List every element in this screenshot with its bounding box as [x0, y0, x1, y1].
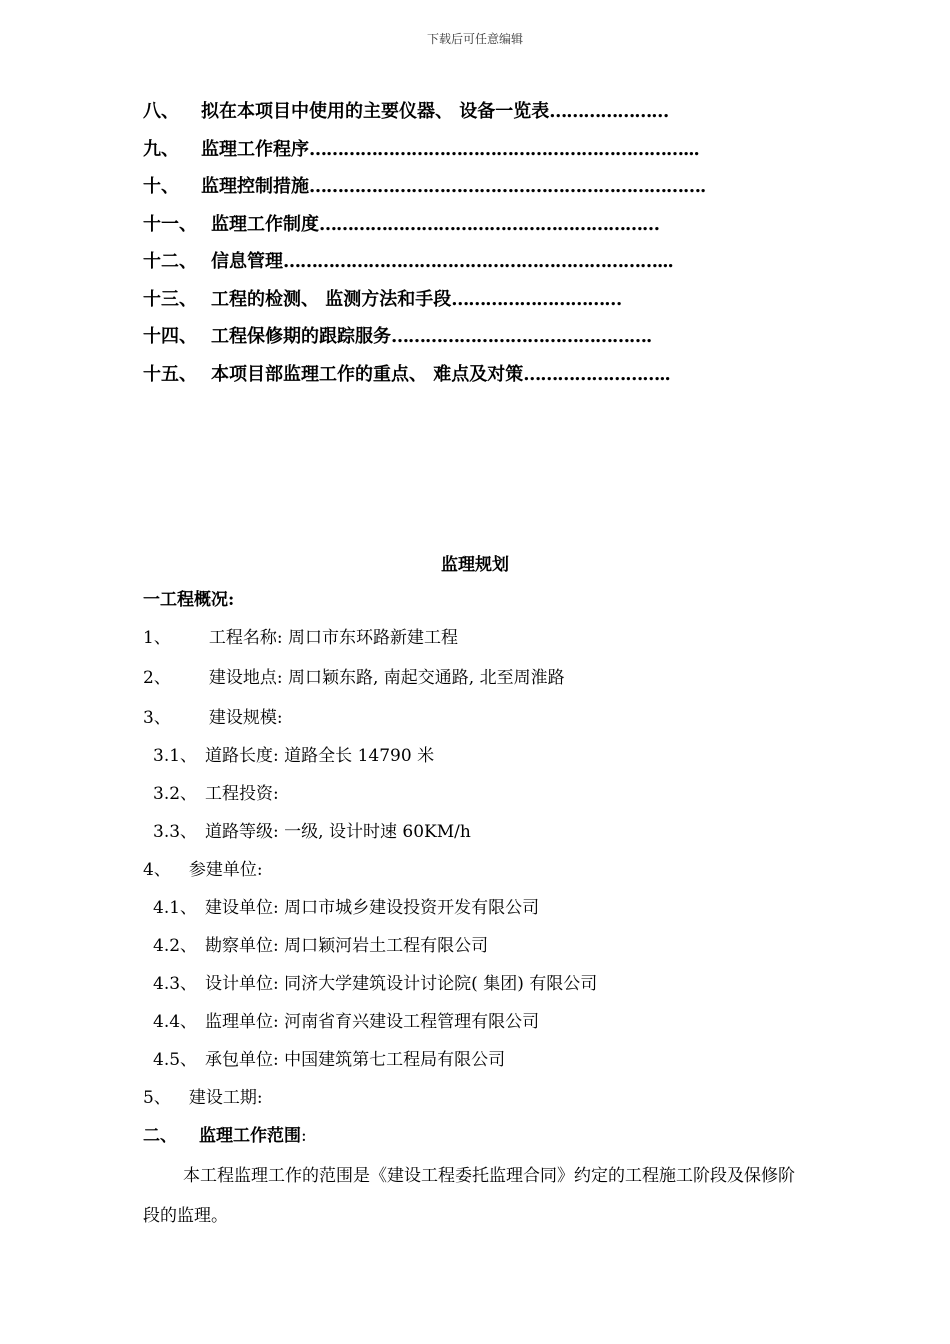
toc-title: 拟在本项目中使用的主要仪器、 设备一览表 [201, 101, 550, 122]
toc-number: 十、 [143, 176, 179, 197]
list-item [143, 896, 823, 920]
page-header: 下载后可任意编辑 [426, 32, 523, 46]
toc-title: 本项目部监理工作的重点、 难点及对策 [211, 363, 524, 385]
toc-leader: ………………… [549, 101, 669, 122]
toc-number: 九、 [143, 138, 179, 160]
toc-number: 十四、 [143, 326, 197, 347]
toc-number: 十三、 [143, 288, 197, 310]
list-item [143, 626, 823, 650]
item-text: 勘察单位: 周口颖河岩土工程有限公司 [205, 936, 489, 956]
list-item [143, 744, 823, 768]
toc-title: 工程保修期的跟踪服务 [211, 326, 391, 347]
toc-leader: …………………………………………………………... [283, 251, 673, 272]
toc-leader: ……………………………………………………………. [309, 176, 706, 197]
toc-title: 监理工作程序 [201, 138, 309, 160]
toc-leader: ………………………………………. [391, 326, 652, 347]
item-text: 道路长度: 道路全长 14790 米 [205, 746, 435, 766]
item-number: 3.1、 [153, 746, 198, 766]
toc-entry [143, 325, 763, 363]
toc-entry [143, 138, 763, 176]
toc-entry [143, 213, 763, 251]
section-heading [143, 1124, 823, 1148]
toc-title: 监理工作制度 [211, 213, 319, 235]
toc-entry [143, 363, 763, 401]
list-item [143, 1048, 823, 1072]
toc-number: 十一、 [143, 213, 197, 235]
list-item [143, 820, 823, 844]
list-item [143, 972, 823, 996]
document-title: 监理规划 [441, 555, 509, 575]
item-number: 4.5、 [153, 1050, 198, 1070]
section-heading: 一工程概况: [143, 590, 235, 610]
item-number: 4.3、 [153, 974, 198, 994]
toc-entry [143, 175, 763, 213]
toc-title: 工程的检测、 监测方法和手段 [211, 288, 452, 310]
toc-number: 十五、 [143, 363, 197, 385]
item-text: 工程名称: 周口市东环路新建工程 [208, 628, 458, 648]
toc-leader: …………………….. [523, 363, 670, 385]
list-item [143, 934, 823, 958]
toc-entry [143, 250, 763, 288]
toc-leader: …………………………………………………………... [309, 138, 699, 160]
toc-number: 十二、 [143, 251, 197, 272]
item-number: 4.2、 [153, 936, 198, 956]
toc-title: 信息管理 [211, 251, 283, 272]
section-colon: : [301, 1126, 307, 1146]
item-text: 建设规模: [208, 708, 283, 728]
item-text: 道路等级: 一级, 设计时速 60KM/h [205, 822, 471, 842]
list-item [143, 858, 823, 882]
toc-entry [143, 288, 763, 326]
toc-number: 八、 [143, 101, 179, 122]
toc-leader: …………………………………………………… [319, 213, 659, 235]
item-number: 4、 [143, 860, 171, 880]
list-item [143, 1086, 823, 1110]
item-text: 建设工期: [188, 1088, 263, 1108]
item-number: 5、 [143, 1088, 171, 1108]
section-title: 监理工作范围 [199, 1126, 301, 1146]
table-of-contents [143, 100, 763, 400]
item-text: 工程投资: [205, 784, 279, 804]
scope-paragraph: 本工程监理工作的范围是《建设工程委托监理合同》约定的工程施工阶段及保修阶段的监理。 [143, 1166, 795, 1226]
list-item [143, 666, 823, 690]
item-number: 3、 [143, 708, 171, 728]
list-item [143, 782, 823, 806]
toc-title: 监理控制措施 [201, 176, 309, 197]
item-number: 4.1、 [153, 898, 198, 918]
item-text: 参建单位: [188, 860, 263, 880]
list-item [143, 1010, 823, 1034]
list-item [143, 706, 823, 730]
item-number: 2、 [143, 668, 171, 688]
item-text: 建设单位: 周口市城乡建设投资开发有限公司 [205, 898, 540, 918]
item-text: 承包单位: 中国建筑第七工程局有限公司 [205, 1050, 506, 1070]
toc-entry [143, 100, 763, 138]
section-number: 二、 [143, 1126, 177, 1146]
item-number: 4.4、 [153, 1012, 198, 1032]
item-text: 设计单位: 同济大学建筑设计讨论院( 集团) 有限公司 [205, 974, 598, 994]
toc-leader: ………………………… [451, 288, 622, 310]
item-text: 监理单位: 河南省育兴建设工程管理有限公司 [205, 1012, 540, 1032]
document-body [143, 588, 823, 1236]
item-number: 3.3、 [153, 822, 198, 842]
item-number: 1、 [143, 628, 171, 648]
item-text: 建设地点: 周口颖东路, 南起交通路, 北至周淮路 [208, 668, 565, 688]
item-number: 3.2、 [153, 784, 198, 804]
